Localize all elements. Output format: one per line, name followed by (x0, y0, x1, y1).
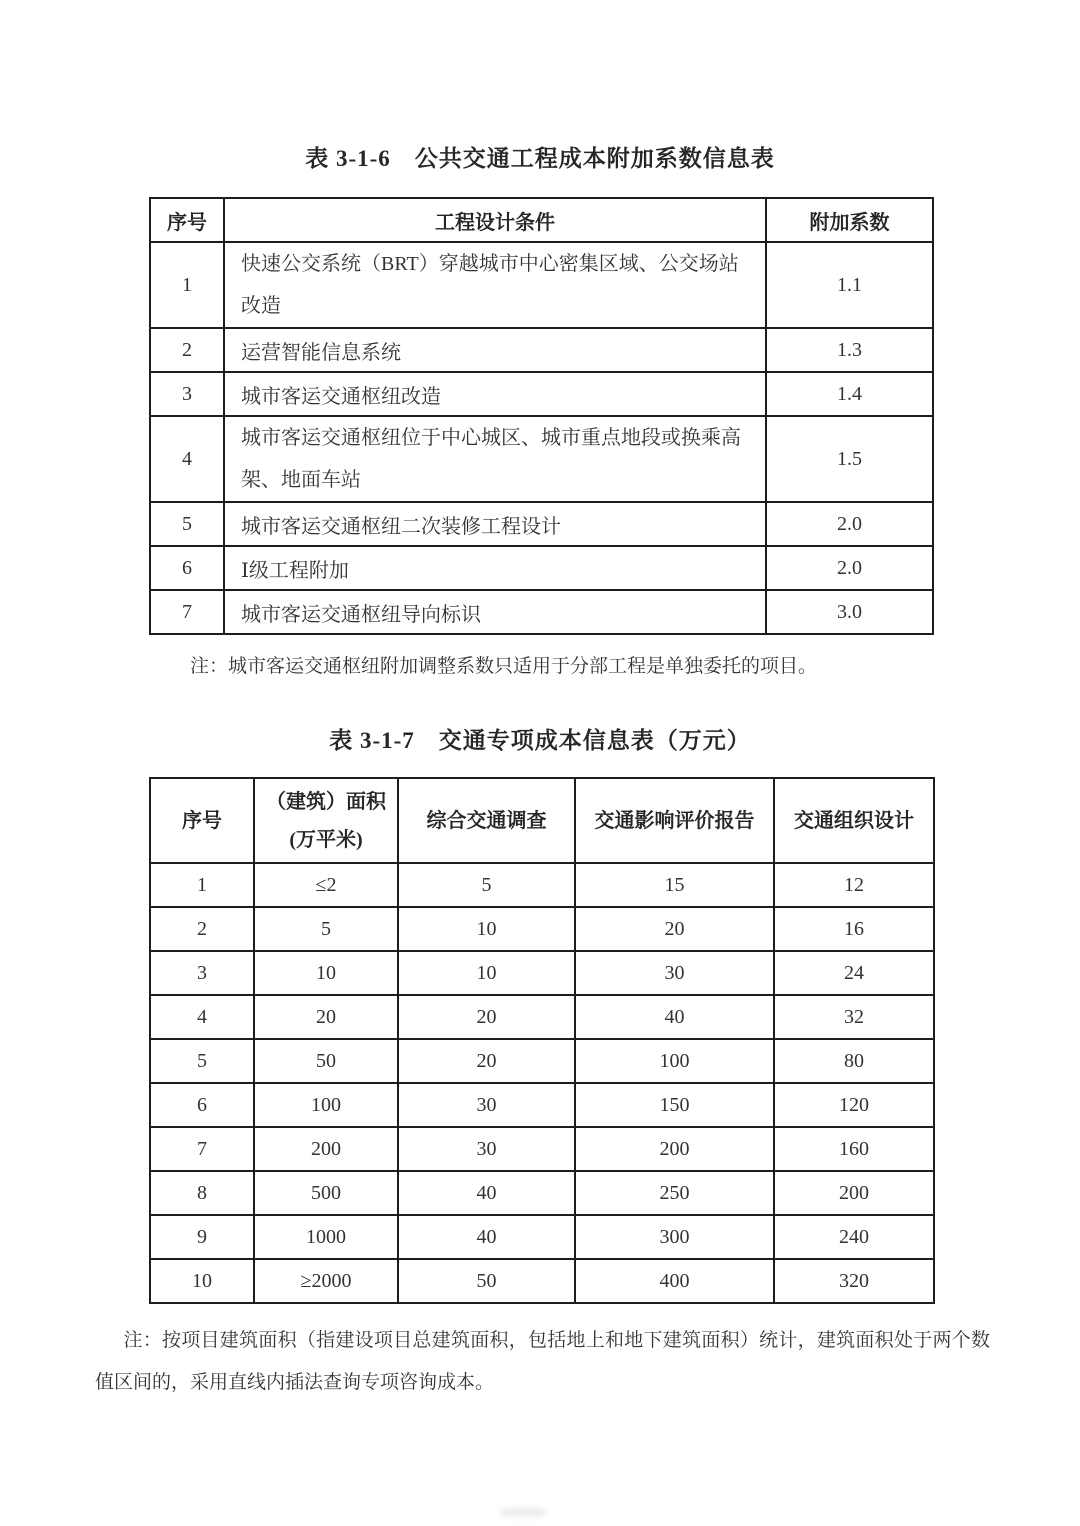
table1-cell-no: 3 (150, 372, 224, 416)
table2-cell: 250 (575, 1171, 774, 1215)
table1-cell-condition: Ⅰ级工程附加 (224, 546, 766, 590)
table2-cell: 160 (774, 1127, 934, 1171)
blurred-footer-artifact (500, 1508, 546, 1517)
table2-cell: 200 (575, 1127, 774, 1171)
table2-cell: 12 (774, 863, 934, 907)
table1-row (150, 372, 933, 416)
table2-cell: 20 (254, 995, 398, 1039)
table2-header-org-design: 交通组织设计 (774, 778, 934, 863)
table2-row (150, 1171, 934, 1215)
table2-cell: 24 (774, 951, 934, 995)
table2-cell: 16 (774, 907, 934, 951)
table2-cell: 40 (575, 995, 774, 1039)
table2-row (150, 907, 934, 951)
table1-cell-no: 2 (150, 328, 224, 372)
table2-row (150, 1215, 934, 1259)
table2-cell: 30 (575, 951, 774, 995)
table1-row (150, 546, 933, 590)
table1-cell-coefficient: 2.0 (766, 502, 933, 546)
table1-cell-coefficient: 3.0 (766, 590, 933, 634)
table2-row (150, 1083, 934, 1127)
table2-header-row (150, 778, 934, 863)
table1-row (150, 328, 933, 372)
table1-cell-coefficient: 1.1 (766, 242, 933, 328)
table2-cell: 15 (575, 863, 774, 907)
table1-cell-coefficient: 1.5 (766, 416, 933, 502)
table2-cell: 4 (150, 995, 254, 1039)
table1-header-condition: 工程设计条件 (224, 198, 766, 242)
table2-cell: ≥2000 (254, 1259, 398, 1303)
table2-cell: 10 (398, 951, 575, 995)
table2-cell: 80 (774, 1039, 934, 1083)
table2-header-area: （建筑）面积(万平米) (254, 778, 398, 863)
table2-row (150, 1127, 934, 1171)
table2-cell: 50 (254, 1039, 398, 1083)
table2-cell: 5 (398, 863, 575, 907)
table2-title: 表 3-1-7 交通专项成本信息表（万元） (329, 728, 751, 753)
table1-cell-no: 1 (150, 242, 224, 328)
table2-cell: 2 (150, 907, 254, 951)
table2-cell: 100 (575, 1039, 774, 1083)
table1-cell-condition: 城市客运交通枢纽二次装修工程设计 (224, 502, 766, 546)
table1-cell-coefficient: 1.4 (766, 372, 933, 416)
table1-cell-condition: 快速公交系统（BRT）穿越城市中心密集区域、公交场站改造 (224, 242, 766, 328)
table2-cell: 200 (774, 1171, 934, 1215)
table1-note: 注：城市客运交通枢纽附加调整系数只适用于分部工程是单独委托的项目。 (190, 656, 818, 677)
table1-header-row (150, 198, 933, 242)
table2-header-no: 序号 (150, 778, 254, 863)
table1-row (150, 502, 933, 546)
table1-cell-condition: 城市客运交通枢纽位于中心城区、城市重点地段或换乘高架、地面车站 (224, 416, 766, 502)
table2-cell: 100 (254, 1083, 398, 1127)
table2-row (150, 951, 934, 995)
table2-cell: 300 (575, 1215, 774, 1259)
table2-cell: 10 (150, 1259, 254, 1303)
table1-cell-no: 5 (150, 502, 224, 546)
table1-cell-no: 7 (150, 590, 224, 634)
table2-cell: 5 (150, 1039, 254, 1083)
table2-row (150, 1259, 934, 1303)
table1-cell-coefficient: 2.0 (766, 546, 933, 590)
table2-cell: 20 (398, 995, 575, 1039)
table2-cell: 40 (398, 1171, 575, 1215)
table2-cell: 5 (254, 907, 398, 951)
table2-cell: 1000 (254, 1215, 398, 1259)
table1-cell-condition: 城市客运交通枢纽导向标识 (224, 590, 766, 634)
table2-cell: 400 (575, 1259, 774, 1303)
table2-cell: 320 (774, 1259, 934, 1303)
cost-additional-coefficient-table (149, 197, 934, 635)
table2-cell: 20 (575, 907, 774, 951)
table2-cell: 9 (150, 1215, 254, 1259)
table2-row (150, 863, 934, 907)
table2-cell: 3 (150, 951, 254, 995)
table2-cell: 150 (575, 1083, 774, 1127)
table1-cell-no: 6 (150, 546, 224, 590)
table2-note: 注：按项目建筑面积（指建设项目总建筑面积，包括地上和地下建筑面积）统计，建筑面积处于两个数值区间的，采用直线内插法查询专项咨询成本。 (95, 1330, 990, 1393)
table2-cell: 10 (398, 907, 575, 951)
table2-cell: 200 (254, 1127, 398, 1171)
table2-cell: 10 (254, 951, 398, 995)
table2-cell: 500 (254, 1171, 398, 1215)
table2-header-impact-report: 交通影响评价报告 (575, 778, 774, 863)
table2-cell: 20 (398, 1039, 575, 1083)
table1-row (150, 242, 933, 328)
table2-cell: 120 (774, 1083, 934, 1127)
table2-row (150, 995, 934, 1039)
table2-row (150, 1039, 934, 1083)
table2-cell: 7 (150, 1127, 254, 1171)
table1-title: 表 3-1-6 公共交通工程成本附加系数信息表 (305, 146, 775, 171)
table1-row (150, 416, 933, 502)
table1-cell-condition: 运营智能信息系统 (224, 328, 766, 372)
table2-cell: 50 (398, 1259, 575, 1303)
table1-cell-coefficient: 1.3 (766, 328, 933, 372)
table2-header-survey: 综合交通调查 (398, 778, 575, 863)
table1-header-coefficient: 附加系数 (766, 198, 933, 242)
table2-cell: 30 (398, 1083, 575, 1127)
table2-cell: 30 (398, 1127, 575, 1171)
table2-cell: ≤2 (254, 863, 398, 907)
table2-cell: 32 (774, 995, 934, 1039)
table2-cell: 6 (150, 1083, 254, 1127)
table1-cell-condition: 城市客运交通枢纽改造 (224, 372, 766, 416)
table2-cell: 240 (774, 1215, 934, 1259)
table1-cell-no: 4 (150, 416, 224, 502)
table1-header-no: 序号 (150, 198, 224, 242)
table1-row (150, 590, 933, 634)
table2-cell: 8 (150, 1171, 254, 1215)
table2-cell: 1 (150, 863, 254, 907)
table2-cell: 40 (398, 1215, 575, 1259)
traffic-special-cost-table (149, 777, 935, 1304)
